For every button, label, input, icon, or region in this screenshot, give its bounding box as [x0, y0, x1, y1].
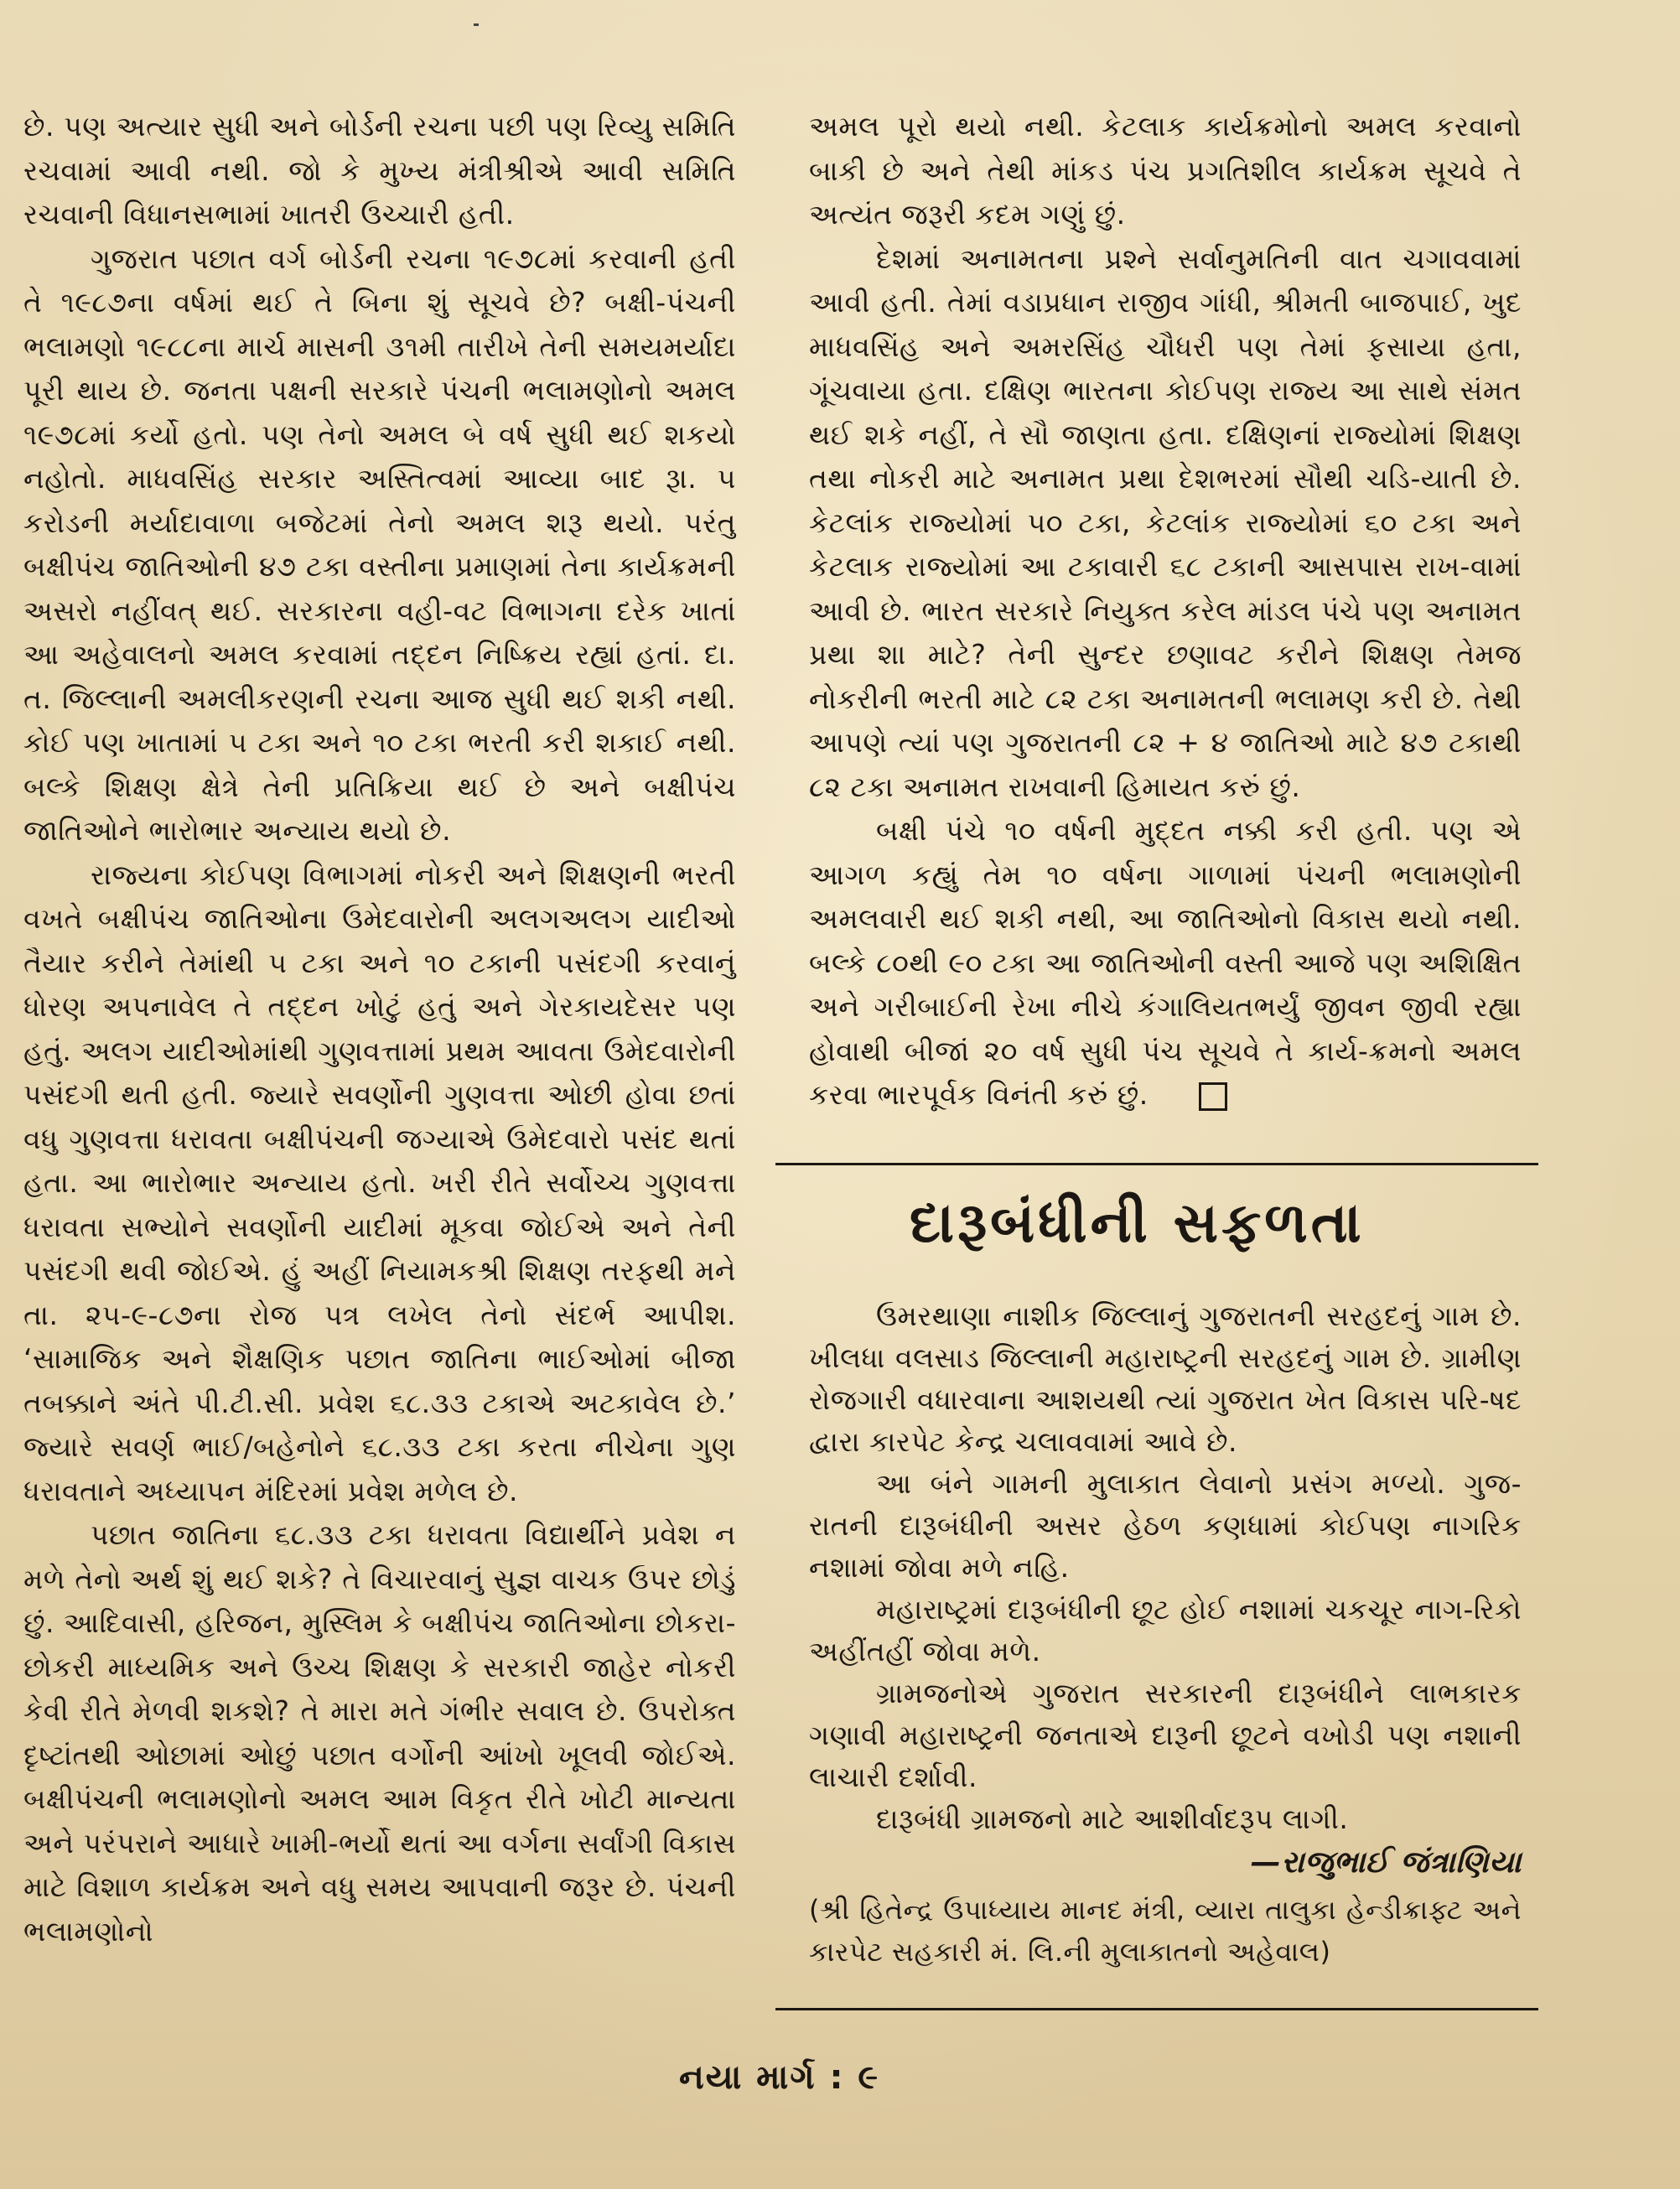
article2-paragraph-5: દારૂબંધી ગ્રામજનો માટે આશીર્વાદરૂપ લાગી. — [876, 1803, 1349, 1835]
article-divider-bottom — [775, 2008, 1538, 2010]
article-note: (શ્રી હિતેન્દ્ર ઉપાધ્યાય માનદ મંત્રી, વ્યારા તાલુકા હેન્ડીક્રાફ્ટ અને કારપેટ સહકારી મં. લિ.ની મુલાકાતનો અહેવાલ) — [809, 1894, 1522, 1968]
right-paragraph-3 — [809, 809, 1522, 1118]
article-prohibition — [809, 1295, 1522, 1973]
article2-paragraph-4: ગ્રામજનોએ ગુજરાત સરકારની દારૂબંધીને લાભકારક ગણાવી મહારાષ્ટ્રની જનતાએ દારૂની છૂટને વખોડી પણ નશાની લાચારી દર્શાવી. — [809, 1677, 1522, 1793]
end-of-article-mark — [1199, 1082, 1227, 1111]
left-column — [23, 105, 736, 1953]
left-paragraph-2: ગુજરાત પછાત વર્ગ બોર્ડની રચના ૧૯૭૮માં કરવાની હતી તે ૧૯૮૭ના વર્ષમાં થઈ તે બિના શું સૂચવે છે? બક્ષી-પંચની ભલામણો ૧૯૮૮ના માર્ચ માસની ૩૧મી તારીખે તેની સમયમર્યાદા પૂરી થાય છે. જનતા પક્ષની સરકારે પંચની ભલામણોનો અમલ ૧૯૭૮માં કર્યો હતો. પણ તેનો અમલ બે વર્ષ સુધી થઈ શકયો નહોતો. માધવસિંહ સરકાર અસ્તિત્વમાં આવ્યા બાદ રૂા. ૫ કરોડની મર્યાદાવાળા બજેટમાં તેનો અમલ શરૂ થયો. પરંતુ બક્ષીપંચ જાતિઓની ૪૭ ટકા વસ્તીના પ્રમાણમાં તેના કાર્યક્રમની અસરો નહીંવત્ થઈ. સરકારના વહી-વટ વિભાગના દરેક ખાતાં આ અહેવાલનો અમલ કરવામાં તદ્દન નિષ્ક્રિય રહ્યાં હતાં. દા. ત. જિલ્લાની અમલીકરણની રચના આજ સુધી થઈ શકી નથી. કોઈ પણ ખાતામાં ૫ ટકા અને ૧૦ ટકા ભરતી કરી શકાઈ નથી. બલ્કે શિક્ષણ ક્ષેત્રે તેની પ્રતિક્રિયા થઈ છે અને બક્ષીપંચ જાતિઓને ભારોભાર અન્યાય થયો છે. — [23, 241, 736, 847]
article2-paragraph-3: મહારાષ્ટ્રમાં દારૂબંધીની છૂટ હોઈ નશામાં ચકચૂર નાગ-રિકો અહીંતહીં જોવા મળે. — [809, 1593, 1522, 1668]
right-paragraph-3-text: બક્ષી પંચે ૧૦ વર્ષની મુદ્દત નક્કી કરી હતી. પણ એ આગળ કહ્યું તેમ ૧૦ વર્ષના ગાળામાં પંચની ભલામણોની અમલવારી થઈ શકી નથી, આ જાતિઓનો વિકાસ થયો નથી. બલ્કે ૮૦થી ૯૦ ટકા આ જાતિઓની વસ્તી આજે પણ અશિક્ષિત અને ગરીબાઈની રેખા નીચે કંગાલિયતભર્યું જીવન જીવી રહ્યા હોવાથી બીજાં ૨૦ વર્ષ સુધી પંચ સૂચવે તે કાર્ય-ક્રમનો અમલ કરવા ભારપૂર્વક વિનંતી કરું છું. — [809, 814, 1522, 1111]
article-title: દારૂબંધીની સફળતા — [910, 1190, 1365, 1255]
right-paragraph-2: દેશમાં અનામતના પ્રશ્ને સર્વાનુમતિની વાત ચગાવવામાં આવી હતી. તેમાં વડાપ્રધાન રાજીવ ગાંધી, શ્રીમતી બાજપાઈ, ખુદ માધવસિંહ અને અમરસિંહ ચૌધરી પણ તેમાં ફસાયા હતા, ગૂંચવાયા હતા. દક્ષિણ ભારતના કોઈપણ રાજ્ય આ સાથે સંમત થઈ શકે નહીં, તે સૌ જાણતા હતા. દક્ષિણનાં રાજ્યોમાં શિક્ષણ તથા નોકરી માટે અનામત પ્રથા દેશભરમાં સૌથી ચડિ-યાતી છે. કેટલાંક રાજ્યોમાં ૫૦ ટકા, કેટલાંક રાજ્યોમાં ૬૦ ટકા અને કેટલાક રાજ્યોમાં આ ટકાવારી ૬૮ ટકાની આસપાસ રાખ-વામાં આવી છે. ભારત સરકારે નિયુક્ત કરેલ માંડલ પંચે પણ અનામત પ્રથા શા માટે? તેની સુન્દર છણાવટ કરીને શિક્ષણ તેમજ નોકરીની ભરતી માટે ૮૨ ટકા અનામતની ભલામણ કરી છે. તેથી આપણે ત્યાં પણ ગુજરાતની ૮૨ + ૪ જાતિઓ માટે ૪૭ ટકાથી ૮૨ ટકા અનામત રાખવાની હિમાયત કરું છું. — [809, 241, 1522, 803]
left-paragraph-1: છે. પણ અત્યાર સુધી અને બોર્ડની રચના પછી પણ રિવ્યુ સમિતિ રચવામાં આવી નથી. જો કે મુખ્ય મંત્રીશ્રીએ આવી સમિતિ રચવાની વિધાનસભામાં ખાતરી ઉચ્ચારી હતી. — [23, 110, 736, 231]
left-paragraph-3: રાજ્યના કોઈપણ વિભાગમાં નોકરી અને શિક્ષણની ભરતી વખતે બક્ષીપંચ જાતિઓના ઉમેદવારોની અલગઅલગ યાદીઓ તૈયાર કરીને તેમાંથી ૫ ટકા અને ૧૦ ટકાની પસંદગી કરવાનું ધોરણ અપનાવેલ તે તદ્દન ખોટું હતું અને ગેરકાયદેસર પણ હતું. અલગ યાદીઓમાંથી ગુણવત્તામાં પ્રથમ આવતા ઉમેદવારોની પસંદગી થતી હતી. જ્યારે સવર્ણોની ગુણવત્તા ઓછી હોવા છતાં વધુ ગુણવત્તા ધરાવતા બક્ષીપંચની જગ્યાએ ઉમેદવારો પસંદ થતાં હતા. આ ભારોભાર અન્યાય હતો. ખરી રીતે સર્વોચ્ચ ગુણવત્તા ધરાવતા સભ્યોને સવર્ણોની યાદીમાં મૂકવા જોઈએ અને તેની પસંદગી થવી જોઈએ. હું અહીં નિયામકશ્રી શિક્ષણ તરફથી મને તા. ૨૫-૯-૮૭ના રોજ પત્ર લખેલ તેનો સંદર્ભ આપીશ. ‘સામાજિક અને શૈક્ષણિક પછાત જાતિના ભાઈઓમાં બીજા તબક્કાને અંતે પી.ટી.સી. પ્રવેશ ૬૮.૩૩ ટકાએ અટકાવેલ છે.’ જ્યારે સવર્ણ ભાઈ/બહેનોને ૬૮.૩૩ ટકા કરતા નીચેના ગુણ ધરાવતાને અધ્યાપન મંદિરમાં પ્રવેશ મળેલ છે. — [23, 858, 736, 1507]
page-footer: નયા માર્ગ : ૯ — [679, 2058, 880, 2097]
article2-paragraph-1: ઉમરથાણા નાશીક જિલ્લાનું ગુજરાતની સરહદનું ગામ છે. ખીલધા વલસાડ જિલ્લાની મહારાષ્ટ્રની સરહદનું ગામ છે. ગ્રામીણ રોજગારી વધારવાના આશયથી ત્યાં ગુજરાત ખેત વિકાસ પરિ-ષદ દ્વારા કારપેટ કેન્દ્ર ચલાવવામાં આવે છે. — [809, 1299, 1522, 1458]
article2-paragraph-2: આ બંને ગામની મુલાકાત લેવાનો પ્રસંગ મળ્યો. ગુજ-રાતની દારૂબંધીની અસર હેઠળ કણધામાં કોઈપણ નાગરિક નશામાં જોવા મળે નહિ. — [809, 1467, 1522, 1584]
page-speck — [474, 23, 479, 26]
author-signature: —રાજુભાઈ જંત્રાણિયા — [1250, 1845, 1522, 1880]
right-paragraph-1: અમલ પૂરો થયો નથી. કેટલાક કાર્યક્રમોનો અમલ કરવાનો બાકી છે અને તેથી માંકડ પંચ પ્રગતિશીલ કાર્યક્રમ સૂચવે તે અત્યંત જરૂરી કદમ ગણું છું. — [809, 110, 1522, 231]
right-column — [809, 105, 1522, 1118]
left-paragraph-4: પછાત જાતિના ૬૮.૩૩ ટકા ધરાવતા વિદ્યાર્થીને પ્રવેશ ન મળે તેનો અર્થ શું થઈ શકે? તે વિચારવાનું સુજ્ઞ વાચક ઉપર છોડું છું. આદિવાસી, હરિજન, મુસ્લિમ કે બક્ષીપંચ જાતિઓના છોકરા-છોકરી માધ્યમિક અને ઉચ્ચ શિક્ષણ કે સરકારી જાહેર નોકરી કેવી રીતે મેળવી શકશે? તે મારા મતે ગંભીર સવાલ છે. ઉપરોક્ત દૃષ્ટાંતથી ઓછામાં ઓછું પછાત વર્ગોની આંખો ખૂલવી જોઈએ. બક્ષીપંચની ભલામણોનો અમલ આમ વિકૃત રીતે ખોટી માન્યતા અને પરંપરાને આધારે ખામી-ભર્યો થતાં આ વર્ગના સર્વાંગી વિકાસ માટે વિશાળ કાર્યક્રમ અને વધુ સમય આપવાની જરૂર છે. પંચની ભલામણોનો — [23, 1518, 736, 1948]
article-divider-top — [775, 1163, 1538, 1165]
